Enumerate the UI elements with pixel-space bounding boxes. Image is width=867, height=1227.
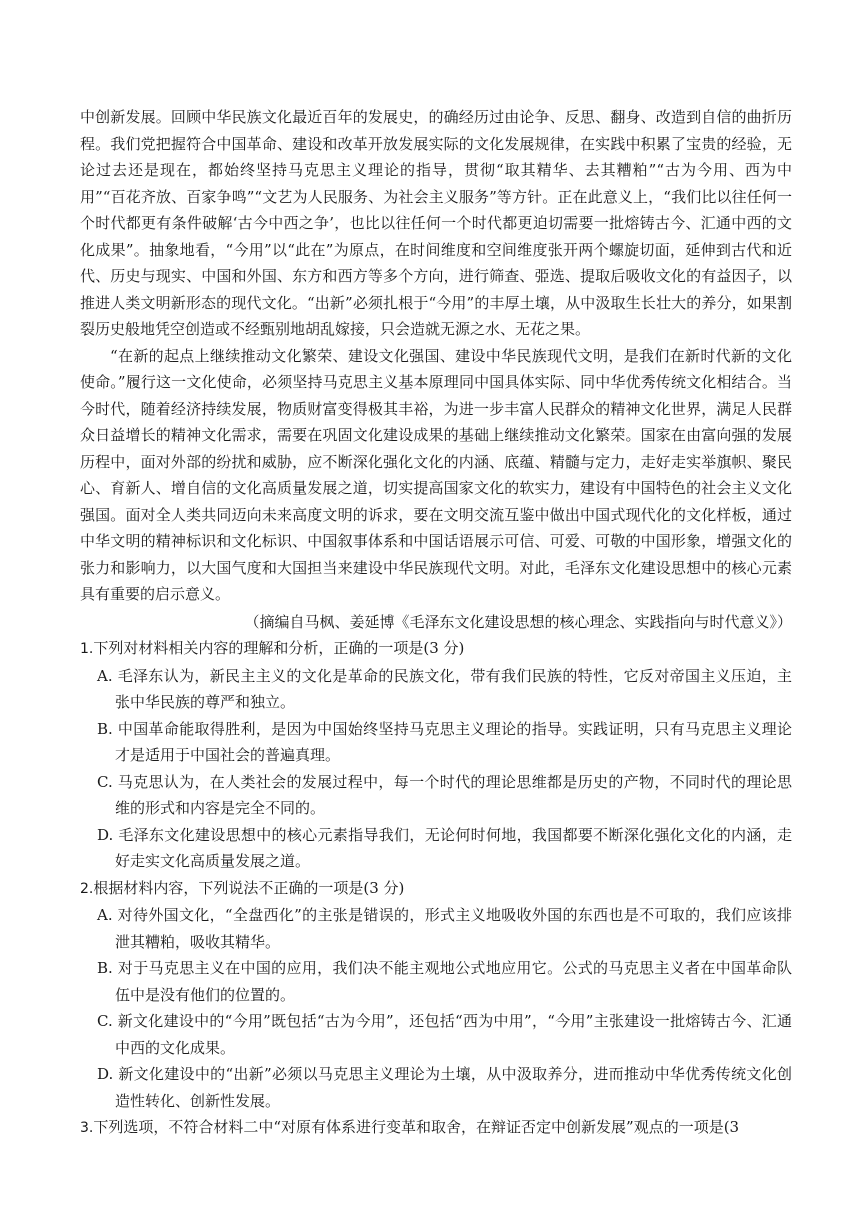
option-a: A. 对待外国文化，“全盘西化”的主张是错误的，形式主义地吸收外国的东西也是不可取的，我们应该排泄其糟粕，吸收其精华。 (97, 906, 792, 951)
option-a: A. 毛泽东认为，新民主主义的文化是革命的民族文化，带有我们民族的特性，它反对帝国主义压迫，主张中华民族的尊严和独立。 (97, 666, 792, 711)
body-paragraph-1: 中创新发展。回顾中华民族文化最近百年的发展史，的确经历过由论争、反思、翻身、改造到自信的曲折历程。我们党把握符合中国革命、建设和改革开放发展实际的文化发展规律，在实践中积累了宝贵的经验，无论过去还是现在，都始终坚持马克思主义理论的指导，贯彻“取其精华、去其糟粕”“古为今用、西为中用”“百花齐放、百家争鸣”“文艺为人民服务、为社会主义服务”等方针。正在此意义上，“我们比以往任何一个时代都更有条件破解‘古今中西之争’，也比以往任何一个时代都更迫切需要一批熔铸古今、汇通中西的文化成果”。抽象地看，“今用”以“此在”为原点，在时间维度和空间维度张开两个螺旋切面，延伸到古代和近代、历史与现实、中国和外国、东方和西方等多个方向，进行筛查、弫选、提取后吸收文化的有益因子，以推进人类文明新形态的现代文化。“出新”必须扎根于“今用”的丰厚土壤，从中汲取生长壮大的养分，如果割裂历史般地凭空创造或不经甄别地胡乱嫁接，只会造就无源之水、无花之果。 (80, 108, 792, 338)
body-paragraph-2: “在新的起点上继续推动文化繁荣、建设文化强国、建设中华民族现代文明，是我们在新时代新的文化使命。”履行这一文化使命，必须坚持马克思主义基本原理同中国具体实际、同中华优秀传统文化相结合。当今时代，随着经济持续发展，物质财富变得极其丰裕，为进一步丰富人民群众的精神文化世界，满足人民群众日益增长的精神文化需求，需要在巩固文化建设成果的基础上继续推动文化繁荣。国家在由富向强的发展历程中，面对外部的纷扰和威胁，应不断深化强化文化的内涵、底蕴、精髓与定力，走好走实举旗帜、聚民心、育新人、增自信的文化高质量发展之道，切实提高国家文化的软实力，建设有中国特色的社会主义文化强国。面对全人类共同迈向未来高度文明的诉求，要在文明交流互鉴中做出中国式现代化的文化样板，通过中华文明的精神标识和文化标识、中国叙事体系和中国话语展示可信、可爱、可敬的中国形象，增强文化的张力和影响力，以大国气度和大国担当来建设中华民族现代文明。对此，毛泽东文化建设思想中的核心元素具有重要的启示意义。 (80, 346, 792, 603)
question-1 (80, 635, 792, 875)
question-number: 3. (80, 1120, 94, 1136)
option-c: C. 马克思认为，在人类社会的发展过程中，每一个时代的理论思维都是历史的产物，不同时代的理论思维的形式和内容是完全不同的。 (97, 772, 792, 817)
question-2 (80, 875, 792, 1115)
option-c: C. 新文化建设中的“今用”既包括“古为今用”，还包括“西为中用”，“今用”主张建设一批熔铸古今、汇通中西的文化成果。 (97, 1012, 792, 1057)
question-stem: 根据材料内容，下列说法不正确的一项是(3 分) (93, 878, 405, 897)
question-3 (80, 1114, 792, 1142)
option-b: B. 中国革命能取得胜利，是因为中国始终坚持马克思主义理论的指导。实践证明，只有马克思主义理论才是适用于中国社会的普遍真理。 (97, 719, 792, 764)
question-stem: 下列对材料相关内容的理解和分析，正确的一项是(3 分) (93, 639, 465, 657)
option-b: B. 对于马克思主义在中国的应用，我们决不能主观地公式地应用它。公式的马克思主义者在中国革命队伍中是没有他们的位置的。 (97, 959, 792, 1004)
source-citation: （摘编自马枫、姜延博《毛泽东文化建设思想的核心理念、实践指向与时代意义》） (244, 612, 792, 631)
option-d: D. 新文化建设中的“出新”必须以马克思主义理论为土壤，从中汲取养分，进而推动中华优秀传统文化创造性转化、创新性发展。 (97, 1065, 792, 1110)
question-number: 2. (80, 880, 94, 897)
document-page (80, 104, 792, 1142)
option-d: D. 毛泽东文化建设思想中的核心元素指导我们，无论何时何地，我国都要不断深化强化文化的内涵，走好走实文化高质量发展之道。 (97, 825, 792, 870)
question-stem: 下列选项，不符合材料二中“对原有体系进行变革和取舍，在辩证否定中创新发展”观点的一项是(3 (93, 1118, 740, 1136)
question-number: 1. (80, 641, 94, 657)
